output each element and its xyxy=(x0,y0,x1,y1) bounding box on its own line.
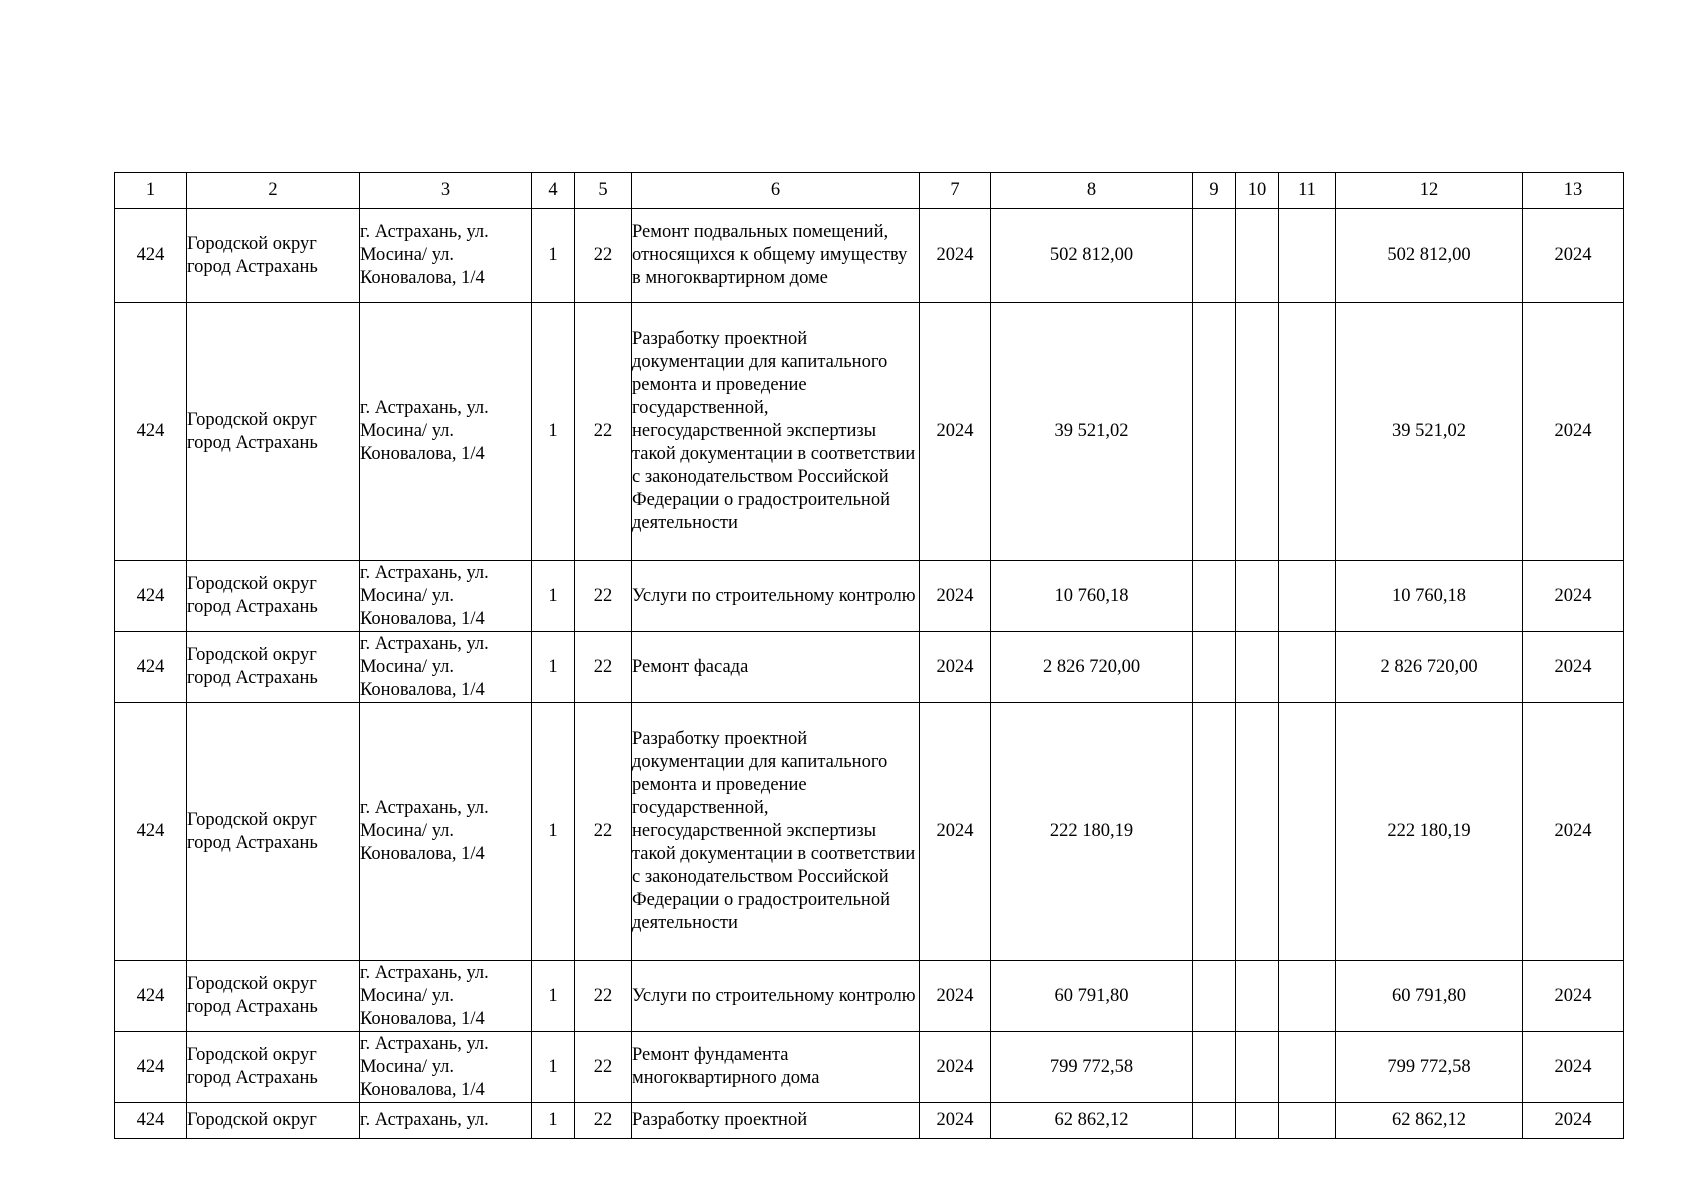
column-10-cell xyxy=(1236,561,1279,632)
column-header: 9 xyxy=(1193,173,1236,209)
row-number-cell: 424 xyxy=(115,1103,187,1139)
work-type-cell: Разработку проектной документации для капитального ремонта и проведение государственной, негосударственной экспертизы такой документации в соответствии с законодательством Российской Федерации о градостроительной деятельности xyxy=(632,703,920,961)
table-row xyxy=(115,561,1624,632)
column-13-year-cell: 2024 xyxy=(1523,303,1624,561)
column-11-cell xyxy=(1279,209,1336,303)
column-13-year-cell: 2024 xyxy=(1523,632,1624,703)
column-4-cell: 1 xyxy=(532,303,575,561)
column-9-cell xyxy=(1193,561,1236,632)
municipality-cell: Городской округ город Астрахань xyxy=(187,561,360,632)
cost-cell: 799 772,58 xyxy=(991,1032,1193,1103)
column-5-cell: 22 xyxy=(575,561,632,632)
cost-cell: 222 180,19 xyxy=(991,703,1193,961)
year-cell: 2024 xyxy=(920,209,991,303)
address-cell: г. Астрахань, ул. Мосина/ ул. Коновалова, 1/4 xyxy=(360,703,532,961)
column-12-cost-cell: 62 862,12 xyxy=(1336,1103,1523,1139)
table-row xyxy=(115,961,1624,1032)
column-12-cost-cell: 502 812,00 xyxy=(1336,209,1523,303)
row-number-cell: 424 xyxy=(115,303,187,561)
column-header: 11 xyxy=(1279,173,1336,209)
municipality-cell: Городской округ город Астрахань xyxy=(187,303,360,561)
address-cell: г. Астрахань, ул. Мосина/ ул. Коновалова, 1/4 xyxy=(360,961,532,1032)
work-type-cell: Разработку проектной xyxy=(632,1103,920,1139)
address-cell: г. Астрахань, ул. Мосина/ ул. Коновалова, 1/4 xyxy=(360,632,532,703)
work-type-cell: Разработку проектной документации для капитального ремонта и проведение государственной, негосударственной экспертизы такой документации в соответствии с законодательством Российской Федерации о градостроительной деятельности xyxy=(632,303,920,561)
column-13-year-cell: 2024 xyxy=(1523,561,1624,632)
column-9-cell xyxy=(1193,1103,1236,1139)
column-5-cell: 22 xyxy=(575,703,632,961)
column-5-cell: 22 xyxy=(575,209,632,303)
column-11-cell xyxy=(1279,632,1336,703)
table-row xyxy=(115,632,1624,703)
column-4-cell: 1 xyxy=(532,632,575,703)
row-number-cell: 424 xyxy=(115,961,187,1032)
column-header: 10 xyxy=(1236,173,1279,209)
column-10-cell xyxy=(1236,961,1279,1032)
column-header: 8 xyxy=(991,173,1193,209)
row-number-cell: 424 xyxy=(115,209,187,303)
year-cell: 2024 xyxy=(920,561,991,632)
year-cell: 2024 xyxy=(920,703,991,961)
column-5-cell: 22 xyxy=(575,632,632,703)
column-12-cost-cell: 60 791,80 xyxy=(1336,961,1523,1032)
municipality-cell: Городской округ город Астрахань xyxy=(187,209,360,303)
column-9-cell xyxy=(1193,1032,1236,1103)
year-cell: 2024 xyxy=(920,632,991,703)
year-cell: 2024 xyxy=(920,303,991,561)
column-header: 1 xyxy=(115,173,187,209)
column-10-cell xyxy=(1236,703,1279,961)
column-5-cell: 22 xyxy=(575,303,632,561)
municipality-cell: Городской округ город Астрахань xyxy=(187,632,360,703)
column-12-cost-cell: 2 826 720,00 xyxy=(1336,632,1523,703)
table-body xyxy=(115,173,1624,1139)
column-13-year-cell: 2024 xyxy=(1523,703,1624,961)
table-row xyxy=(115,703,1624,961)
row-number-cell: 424 xyxy=(115,703,187,961)
address-cell: г. Астрахань, ул. Мосина/ ул. Коновалова, 1/4 xyxy=(360,209,532,303)
column-4-cell: 1 xyxy=(532,1032,575,1103)
work-type-cell: Услуги по строительному контролю xyxy=(632,961,920,1032)
column-header: 7 xyxy=(920,173,991,209)
address-cell: г. Астрахань, ул. Мосина/ ул. Коновалова, 1/4 xyxy=(360,303,532,561)
cost-cell: 60 791,80 xyxy=(991,961,1193,1032)
cost-cell: 10 760,18 xyxy=(991,561,1193,632)
cost-cell: 62 862,12 xyxy=(991,1103,1193,1139)
column-4-cell: 1 xyxy=(532,961,575,1032)
column-header: 6 xyxy=(632,173,920,209)
repair-program-table xyxy=(114,172,1624,1139)
column-13-year-cell: 2024 xyxy=(1523,1032,1624,1103)
column-11-cell xyxy=(1279,703,1336,961)
column-header: 12 xyxy=(1336,173,1523,209)
column-9-cell xyxy=(1193,703,1236,961)
cost-cell: 502 812,00 xyxy=(991,209,1193,303)
column-11-cell xyxy=(1279,1103,1336,1139)
municipality-cell: Городской округ город Астрахань xyxy=(187,1032,360,1103)
column-12-cost-cell: 10 760,18 xyxy=(1336,561,1523,632)
work-type-cell: Ремонт фундамента многоквартирного дома xyxy=(632,1032,920,1103)
column-10-cell xyxy=(1236,1032,1279,1103)
row-number-cell: 424 xyxy=(115,632,187,703)
column-9-cell xyxy=(1193,209,1236,303)
column-number-header-row xyxy=(115,173,1624,209)
column-header: 2 xyxy=(187,173,360,209)
column-9-cell xyxy=(1193,961,1236,1032)
column-5-cell: 22 xyxy=(575,961,632,1032)
column-4-cell: 1 xyxy=(532,209,575,303)
work-type-cell: Ремонт подвальных помещений, относящихся к общему имуществу в многоквартирном доме xyxy=(632,209,920,303)
year-cell: 2024 xyxy=(920,1032,991,1103)
municipality-cell: Городской округ город Астрахань xyxy=(187,961,360,1032)
address-cell: г. Астрахань, ул. xyxy=(360,1103,532,1139)
table-row xyxy=(115,1103,1624,1139)
column-9-cell xyxy=(1193,303,1236,561)
table-row xyxy=(115,209,1624,303)
year-cell: 2024 xyxy=(920,961,991,1032)
address-cell: г. Астрахань, ул. Мосина/ ул. Коновалова, 1/4 xyxy=(360,561,532,632)
column-10-cell xyxy=(1236,209,1279,303)
column-11-cell xyxy=(1279,303,1336,561)
column-11-cell xyxy=(1279,561,1336,632)
municipality-cell: Городской округ xyxy=(187,1103,360,1139)
column-header: 13 xyxy=(1523,173,1624,209)
municipality-cell: Городской округ город Астрахань xyxy=(187,703,360,961)
column-header: 3 xyxy=(360,173,532,209)
row-number-cell: 424 xyxy=(115,1032,187,1103)
column-4-cell: 1 xyxy=(532,561,575,632)
column-10-cell xyxy=(1236,1103,1279,1139)
column-13-year-cell: 2024 xyxy=(1523,1103,1624,1139)
row-number-cell: 424 xyxy=(115,561,187,632)
column-4-cell: 1 xyxy=(532,703,575,961)
column-11-cell xyxy=(1279,1032,1336,1103)
cost-cell: 39 521,02 xyxy=(991,303,1193,561)
work-type-cell: Ремонт фасада xyxy=(632,632,920,703)
column-5-cell: 22 xyxy=(575,1103,632,1139)
column-10-cell xyxy=(1236,632,1279,703)
work-type-cell: Услуги по строительному контролю xyxy=(632,561,920,632)
column-4-cell: 1 xyxy=(532,1103,575,1139)
column-12-cost-cell: 222 180,19 xyxy=(1336,703,1523,961)
table-row xyxy=(115,1032,1624,1103)
column-header: 4 xyxy=(532,173,575,209)
column-header: 5 xyxy=(575,173,632,209)
column-12-cost-cell: 39 521,02 xyxy=(1336,303,1523,561)
column-12-cost-cell: 799 772,58 xyxy=(1336,1032,1523,1103)
column-9-cell xyxy=(1193,632,1236,703)
year-cell: 2024 xyxy=(920,1103,991,1139)
cost-cell: 2 826 720,00 xyxy=(991,632,1193,703)
column-13-year-cell: 2024 xyxy=(1523,961,1624,1032)
column-5-cell: 22 xyxy=(575,1032,632,1103)
column-11-cell xyxy=(1279,961,1336,1032)
column-10-cell xyxy=(1236,303,1279,561)
table-row xyxy=(115,303,1624,561)
column-13-year-cell: 2024 xyxy=(1523,209,1624,303)
address-cell: г. Астрахань, ул. Мосина/ ул. Коновалова, 1/4 xyxy=(360,1032,532,1103)
